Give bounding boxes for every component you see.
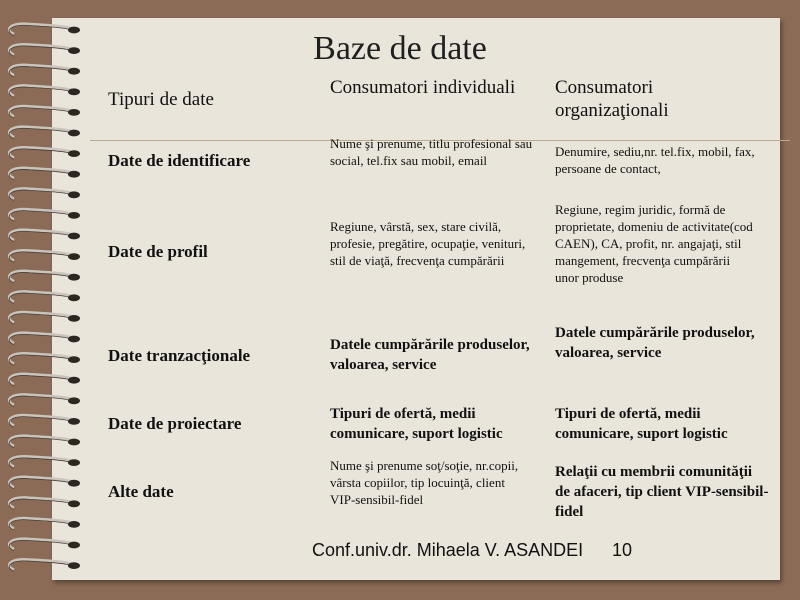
- binding-hole: [68, 480, 80, 487]
- binding-hole: [68, 191, 80, 198]
- binding-hole: [68, 500, 80, 507]
- cell-proiectare-individuali: Tipuri de ofertă, medii comunicare, suport logistic: [330, 406, 503, 442]
- spiral-binding-icon: [0, 0, 90, 600]
- binding-hole: [68, 88, 80, 95]
- cell-profil-organizationali: Regiune, regim juridic, formă de proprietate, domeniu de activitate(cod CAEN), CA, profit, nr. angajaţi, stil mangement, frecvenţa cumpărării unor produse: [555, 202, 753, 285]
- binding-hole: [68, 109, 80, 116]
- header-tipuri-de-date: Tipuri de date: [108, 89, 214, 110]
- binding-hole: [68, 150, 80, 157]
- binding-hole: [68, 459, 80, 466]
- binding-hole: [68, 315, 80, 322]
- cell-identificare-organizationali: Denumire, sediu,nr. tel.fix, mobil, fax, persoane de contact,: [555, 144, 755, 176]
- row-label-proiectare: Date de proiectare: [108, 414, 242, 433]
- cell-alte-date-organizationali: Relaţii cu membrii comunităţii de afaceri, tip client VIP-sensibil-fidel: [555, 464, 769, 520]
- header-consumatori-individuali: Consumatori individuali: [330, 77, 516, 98]
- row-label-identificare: Date de identificare: [108, 151, 251, 170]
- cell-tranzactionale-organizationali: Datele cumpărările produselor, valoarea, service: [555, 325, 755, 361]
- binding-hole: [68, 130, 80, 137]
- binding-hole: [68, 542, 80, 549]
- binding-hole: [68, 562, 80, 569]
- binding-hole: [68, 171, 80, 178]
- cell-proiectare-organizationali: Tipuri de ofertă, medii comunicare, suport logistic: [555, 406, 728, 442]
- binding-hole: [68, 274, 80, 281]
- cell-tranzactionale-individuali: Datele cumpărările produselor, valoarea, service: [330, 337, 530, 373]
- binding-hole: [68, 521, 80, 528]
- binding-hole: [68, 336, 80, 343]
- binding-hole: [68, 294, 80, 301]
- binding-hole: [68, 439, 80, 446]
- page-number: 10: [612, 540, 633, 560]
- row-label-profil: Date de profil: [108, 242, 208, 261]
- footer-author: Conf.univ.dr. Mihaela V. ASANDEI: [312, 540, 584, 560]
- binding-hole: [68, 397, 80, 404]
- binding-hole: [68, 233, 80, 240]
- binding-hole: [68, 418, 80, 425]
- header-consumatori-organizationali: Consumatori organizaţionali: [555, 77, 669, 121]
- row-label-alte-date: Alte date: [108, 482, 174, 501]
- cell-identificare-individuali: Nume şi prenume, titlu profesional sau social, tel.fix sau mobil, email: [330, 136, 533, 168]
- cell-profil-individuali: Regiune, vârstă, sex, stare civilă, profesie, pregătire, ocupaţie, venituri, stil de viaţă, frecvenţa cumpărării: [330, 219, 526, 268]
- binding-hole: [68, 356, 80, 363]
- slide-title: Baze de date: [313, 30, 487, 67]
- row-label-tranzactionale: Date tranzacţionale: [108, 346, 251, 365]
- cell-alte-date-individuali: Nume şi prenume soţ/soţie, nr.copii, vârsta copiilor, tip locuinţă, client VIP-sensibil-fidel: [330, 458, 519, 507]
- binding-hole: [68, 253, 80, 260]
- binding-hole: [68, 212, 80, 219]
- binding-hole: [68, 377, 80, 384]
- binding-hole: [68, 68, 80, 75]
